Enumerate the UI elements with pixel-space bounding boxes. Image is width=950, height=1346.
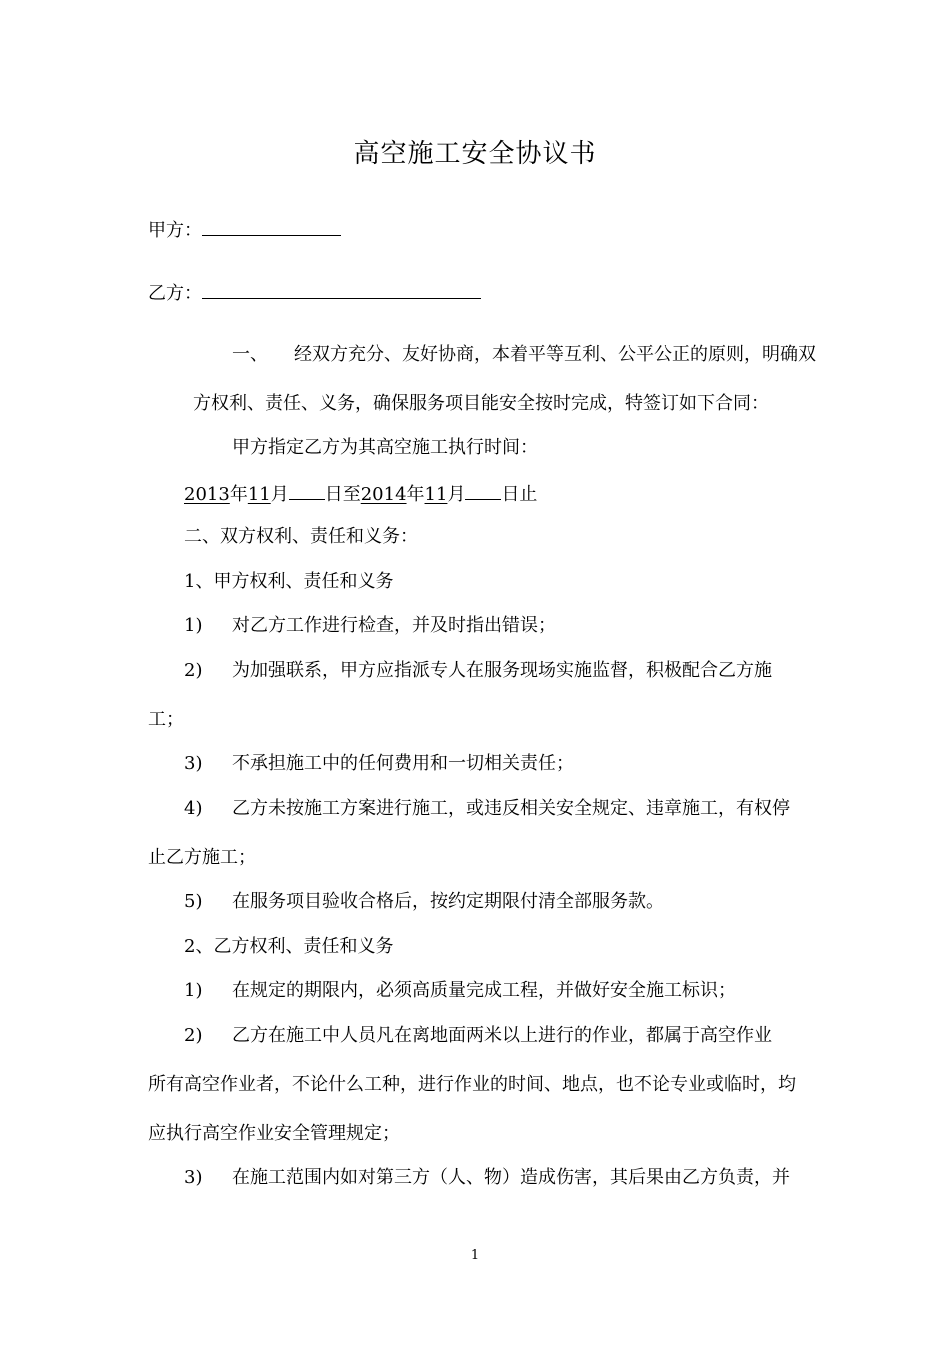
party-a-item-4-cont: 止乙方施工； <box>148 847 256 868</box>
end-day-blank <box>465 481 501 500</box>
party-b-item-2-cont2: 应执行高空作业安全管理规定； <box>148 1123 400 1144</box>
end-month: 11 <box>424 484 448 505</box>
party-a-rights-heading: 1、甲方权利、责任和义务 <box>184 571 394 592</box>
start-month: 11 <box>247 484 271 505</box>
party-a-label: 甲方： <box>148 220 202 241</box>
party-a-item-2: 2) 为加强联系，甲方应指派专人在服务现场实施监督，积极配合乙方施 <box>184 660 772 681</box>
party-a-item-2-cont: 工； <box>148 709 184 730</box>
start-year: 2013 <box>184 484 230 505</box>
party-a-line <box>148 217 341 243</box>
party-a-blank <box>202 217 341 236</box>
document-title: 高空施工安全协议书 <box>353 139 597 169</box>
intro-text-1: 经双方充分、友好协商，本着平等互利、公平公正的原则，明确双 <box>294 344 816 365</box>
party-b-line <box>148 280 481 306</box>
start-day-blank <box>289 481 325 500</box>
party-b-item-2-cont: 所有高空作业者，不论什么工种，进行作业的时间、地点，也不论专业或临时，均 <box>148 1074 796 1095</box>
party-b-rights-heading: 2、乙方权利、责任和义务 <box>184 936 394 957</box>
party-b-label: 乙方： <box>148 283 202 304</box>
party-b-item-2: 2) 乙方在施工中人员凡在离地面两米以上进行的作业，都属于高空作业 <box>184 1025 772 1046</box>
end-year: 2014 <box>360 484 407 505</box>
party-a-item-4: 4) 乙方未按施工方案进行施工，或违反相关安全规定、违章施工，有权停 <box>184 798 790 819</box>
party-b-item-3: 3) 在施工范围内如对第三方（人、物）造成伤害，其后果由乙方负责，并 <box>184 1167 790 1188</box>
party-b-blank <box>202 280 481 299</box>
intro-line-2: 方权利、责任、义务，确保服务项目能安全按时完成，特签订如下合同： <box>193 393 769 414</box>
party-a-item-5: 5) 在服务项目验收合格后，按约定期限付清全部服务款。 <box>184 891 664 912</box>
schedule-dates: 2013年11月 日至2014年11月 日止 <box>184 481 537 507</box>
section-2-heading: 二、双方权利、责任和义务： <box>184 526 418 547</box>
intro-line-1 <box>232 343 816 367</box>
party-a-item-1: 1) 对乙方工作进行检查，并及时指出错误； <box>184 615 556 636</box>
schedule-heading: 甲方指定乙方为其高空施工执行时间： <box>232 437 538 458</box>
page-number: 1 <box>470 1248 480 1263</box>
party-b-item-1: 1) 在规定的期限内，必须高质量完成工程，并做好安全施工标识； <box>184 980 736 1001</box>
party-a-item-3: 3) 不承担施工中的任何费用和一切相关责任； <box>184 753 574 774</box>
intro-marker: 一、 <box>232 344 268 365</box>
